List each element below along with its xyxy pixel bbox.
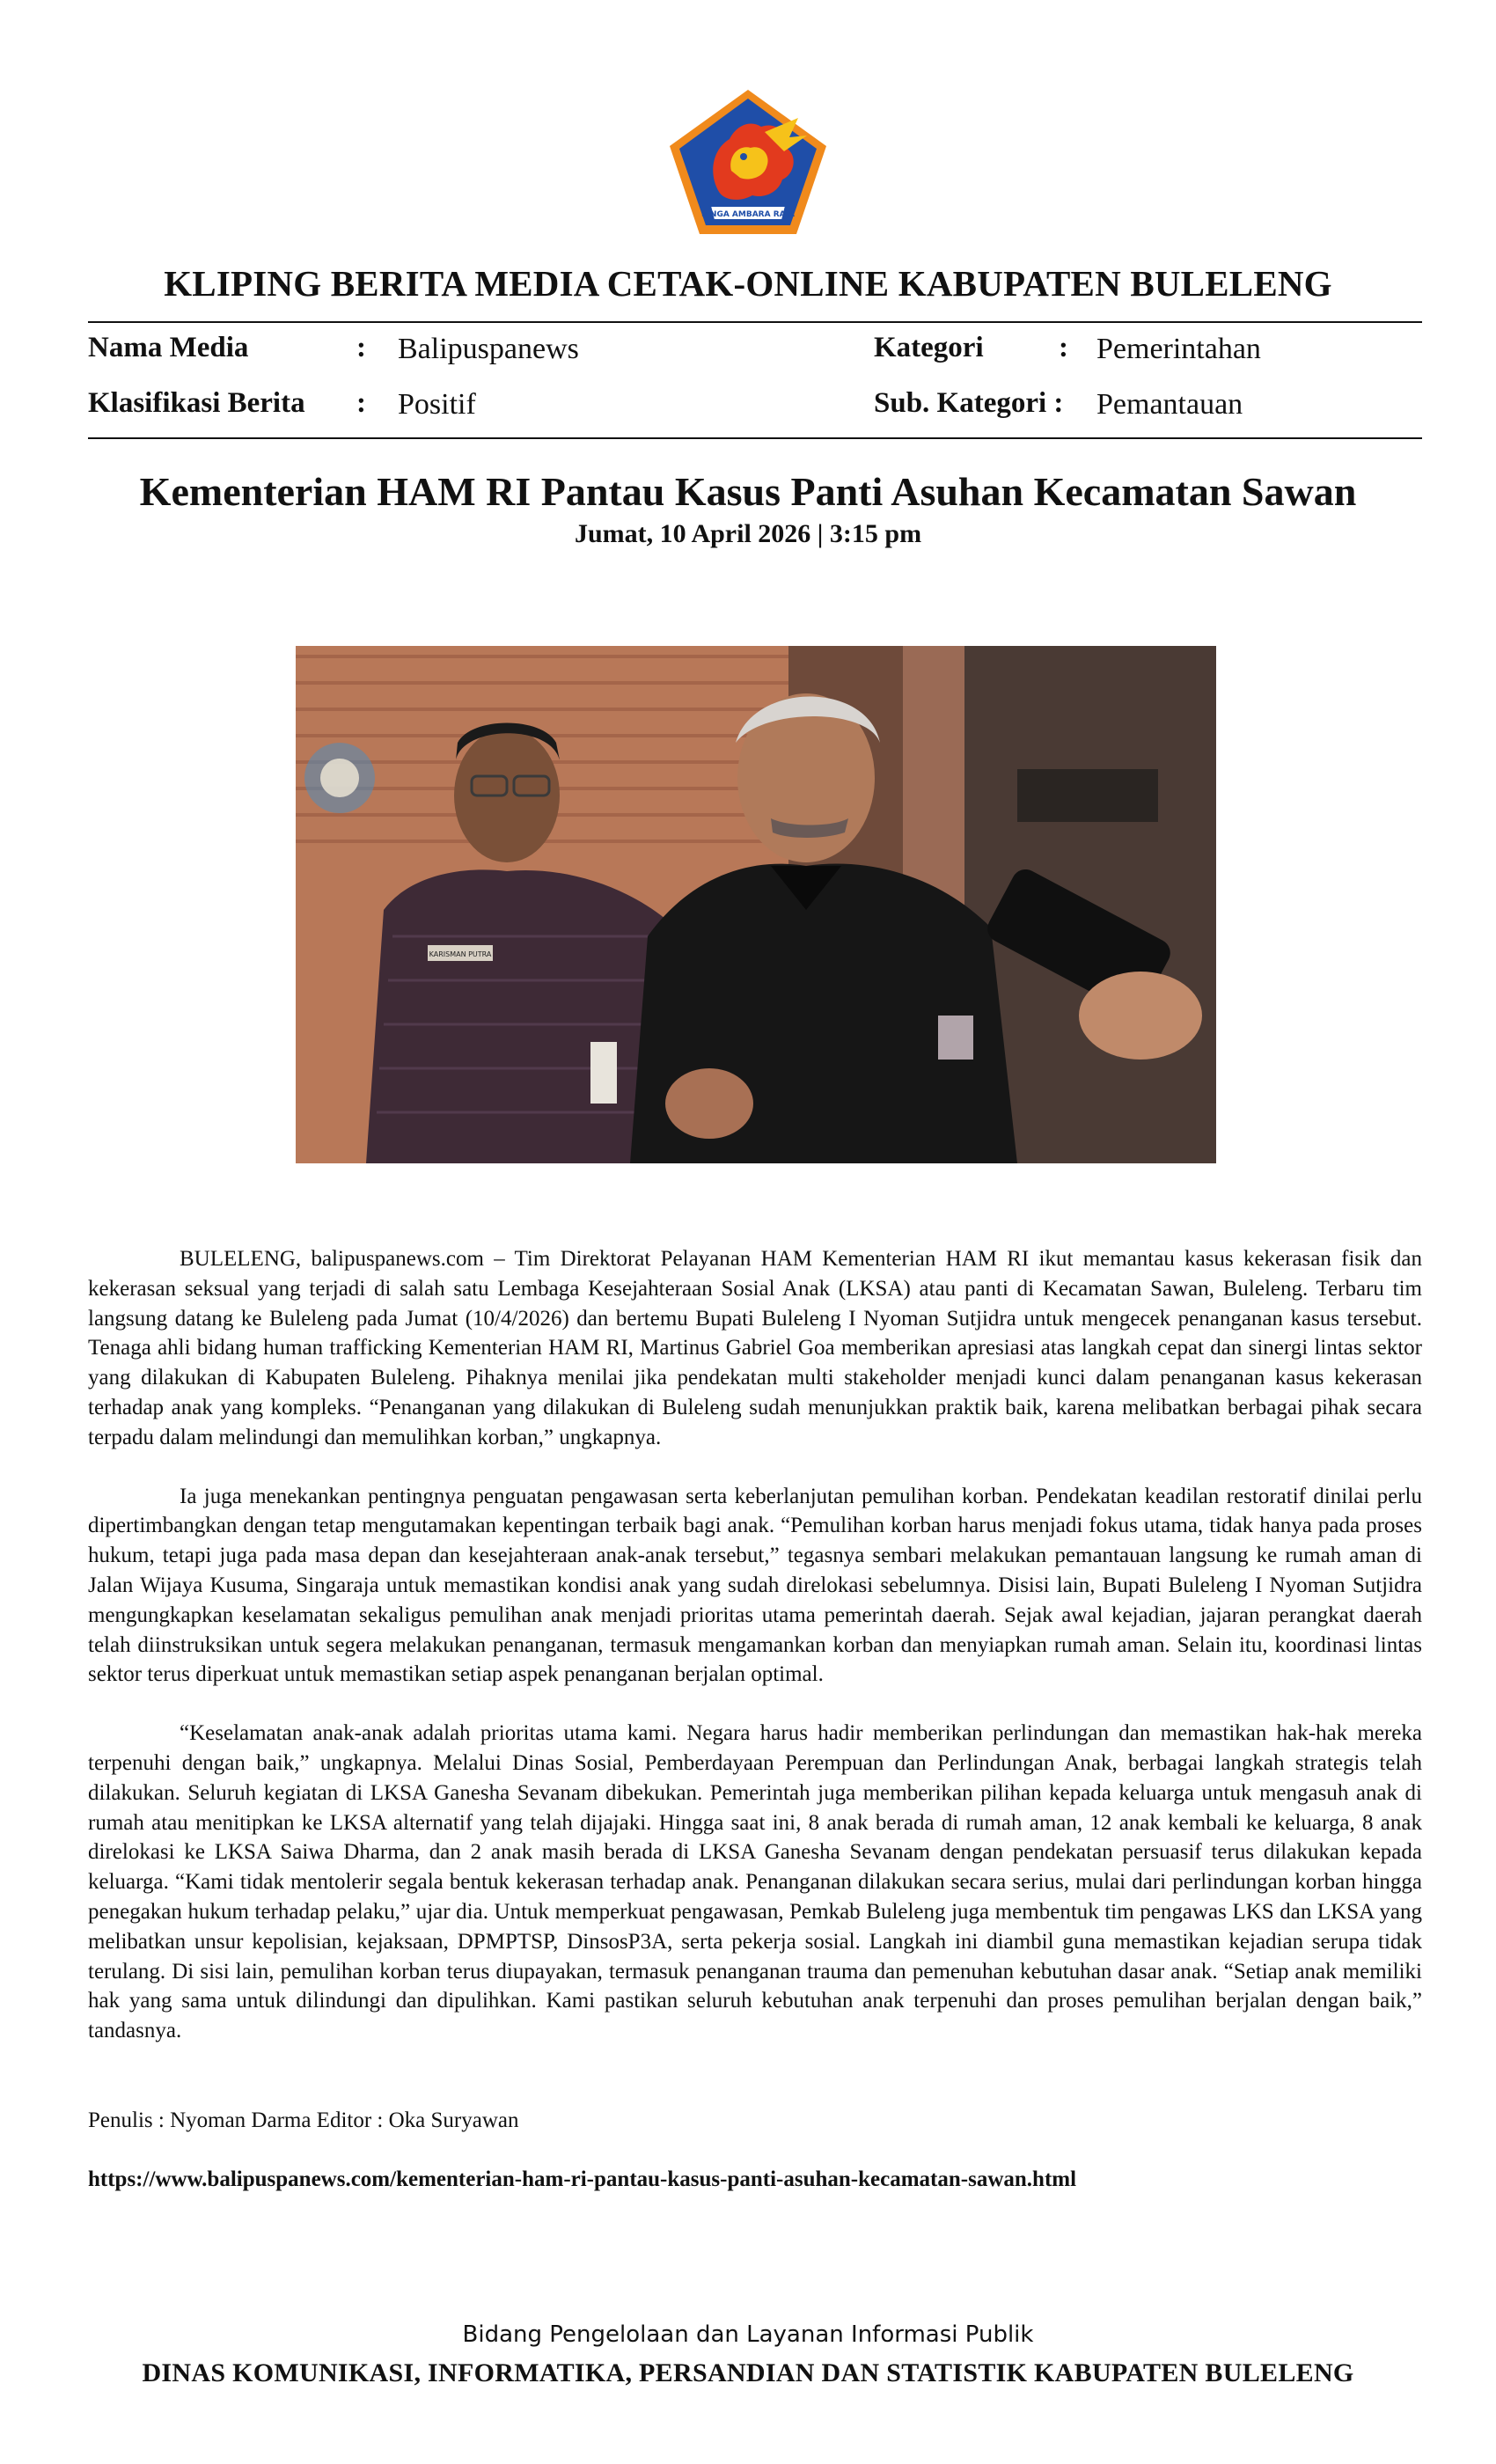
emblem-motto-text: SINGA AMBARA RAJA xyxy=(701,210,795,219)
kategori-separator: : xyxy=(1059,332,1068,363)
article-credit: Penulis : Nyoman Darma Editor : Oka Suryawan xyxy=(88,2108,519,2132)
klasifikasi-value: Positif xyxy=(398,388,476,421)
article-title: Kementerian HAM RI Pantau Kasus Panti Asuhan Kecamatan Sawan xyxy=(139,469,1357,514)
article-date: Jumat, 10 April 2026 | 3:15 pm xyxy=(574,519,922,548)
klasifikasi-label: Klasifikasi Berita xyxy=(88,387,305,419)
footer-agency: DINAS KOMUNIKASI, INFORMATIKA, PERSANDIAN DAN STATISTIK KABUPATEN BULELENG xyxy=(142,2358,1354,2387)
klasifikasi-separator: : xyxy=(356,387,366,419)
nama-media-separator: : xyxy=(356,332,366,363)
sub-kategori-label: Sub. Kategori : xyxy=(874,387,1064,419)
article-body xyxy=(88,1244,1422,2075)
kategori-value: Pemerintahan xyxy=(1096,333,1261,365)
photo-name-badge-text: KARISMAN PUTRA xyxy=(429,950,492,958)
footer-division: Bidang Pengelolaan dan Layanan Informasi Publik xyxy=(462,2321,1034,2348)
buleleng-emblem-logo xyxy=(666,86,830,238)
header-bottom-rule xyxy=(88,437,1422,439)
nama-media-value: Balipuspanews xyxy=(398,333,579,365)
header-top-rule xyxy=(88,321,1422,323)
kategori-label: Kategori xyxy=(874,332,984,363)
article-paragraph-2: Ia juga menekankan pentingnya penguatan pengawasan serta keberlanjutan pemulihan korban. Pendekatan keadilan restoratif dinilai perlu dipertimbangkan dengan tetap mengutamakan kepentingan terbaik bagi anak. “Pemulihan korban harus menjadi fokus utama, tidak hanya pada proses hukum, tetapi juga pada masa depan dan kesejahteraan anak-anak tersebut,” tegasnya sembari melakukan pemantauan langsung ke rumah aman di Jalan Wijaya Kusuma, Singaraja untuk memastikan kondisi anak yang sudah direlokasi sebelumnya. Disisi lain, Bupati Buleleng I Nyoman Sutjidra mengungkapkan keselamatan sekaligus pemulihan anak menjadi prioritas utama pemerintah daerah. Sejak awal kejadian, jajaran perangkat daerah telah diinstruksikan untuk segera melakukan penanganan, termasuk mengamankan korban dan menyiapkan rumah aman. Selain itu, koordinasi lintas sektor terus diperkuat untuk memastikan setiap aspek penanganan berjalan optimal. xyxy=(88,1484,1422,1687)
article-paragraph-3: “Keselamatan anak-anak adalah prioritas utama kami. Negara harus hadir memberikan perlindungan dan memastikan hak-hak mereka terpenuhi dengan baik,” ungkapnya. Melalui Dinas Sosial, Pemberdayaan Perempuan dan Perlindungan Anak, berbagai langkah strategis telah dilakukan. Seluruh kegiatan di LKSA Ganesha Sevanam dibekukan. Pemerintah juga memberikan pilihan kepada keluarga untuk mengasuh anak di rumah atau menitipkan ke LKSA alternatif yang telah dijajaki. Hingga saat ini, 8 anak berada di rumah aman, 12 anak kembali ke keluarga, 8 anak direlokasi ke LKSA Saiwa Dharma, dan 2 anak masih berada di LKSA Ganesha Sevanam dengan pendekatan persuasif terus dilakukan kepada keluarga. “Kami tidak mentolerir segala bentuk kekerasan terhadap anak. Penanganan dilakukan secara serius, mulai dari perlindungan korban hingga penegakan hukum terhadap pelaku,” ujar dia. Untuk memperkuat pengawasan, Pemkab Buleleng juga membentuk tim pengawas LKS dan LKSA yang melibatkan unsur kepolisian, kejaksaan, DPMPTSP, DinsosP3A, serta pekerja sosial. Langkah ini diambil guna memastikan kejadian serupa tidak terulang. Di sisi lain, pemulihan korban terus diupayakan, termasuk penanganan trauma dan pemenuhan kebutuhan dasar anak. “Setiap anak memiliki hak yang sama untuk dilindungi dan dipulihkan. Kami pastikan seluruh kebutuhan anak terpenuhi dan proses pemulihan berjalan dengan baik,” tandasnya. xyxy=(88,1721,1422,2043)
clipping-header-title: KLIPING BERITA MEDIA CETAK-ONLINE KABUPATEN BULELENG xyxy=(164,263,1332,304)
article-source-url[interactable]: https://www.balipuspanews.com/kementerian-ham-ri-pantau-kasus-panti-asuhan-kecamatan-sawan.html xyxy=(88,2167,1077,2191)
sub-kategori-value: Pemantauan xyxy=(1096,388,1243,421)
article-paragraph-1: BULELENG, balipuspanews.com – Tim Direktorat Pelayanan HAM Kementerian HAM RI ikut memantau kasus kekerasan fisik dan kekerasan seksual yang terjadi di salah satu Lembaga Kesejahteraan Sosial Anak (LKSA) atau panti di Kecamatan Sawan, Buleleng. Terbaru tim langsung datang ke Buleleng pada Jumat (10/4/2026) dan bertemu Bupati Buleleng I Nyoman Sutjidra untuk mengecek penanganan kasus tersebut. Tenaga ahli bidang human trafficking Kementerian HAM RI, Martinus Gabriel Goa memberikan apresiasi atas langkah cepat dan sinergi lintas sektor yang dilakukan di Kabupaten Buleleng. Pihaknya menilai jika pendekatan multi stakeholder menjadi kunci dalam penanganan kasus kekerasan terhadap anak yang kompleks. “Penanganan yang dilakukan di Buleleng sudah menunjukkan praktik baik, karena melibatkan berbagai pihak secara terpadu dalam melindungi dan memulihkan korban,” ungkapnya. xyxy=(88,1247,1422,1449)
nama-media-label: Nama Media xyxy=(88,332,249,363)
article-photo xyxy=(296,646,1216,1163)
